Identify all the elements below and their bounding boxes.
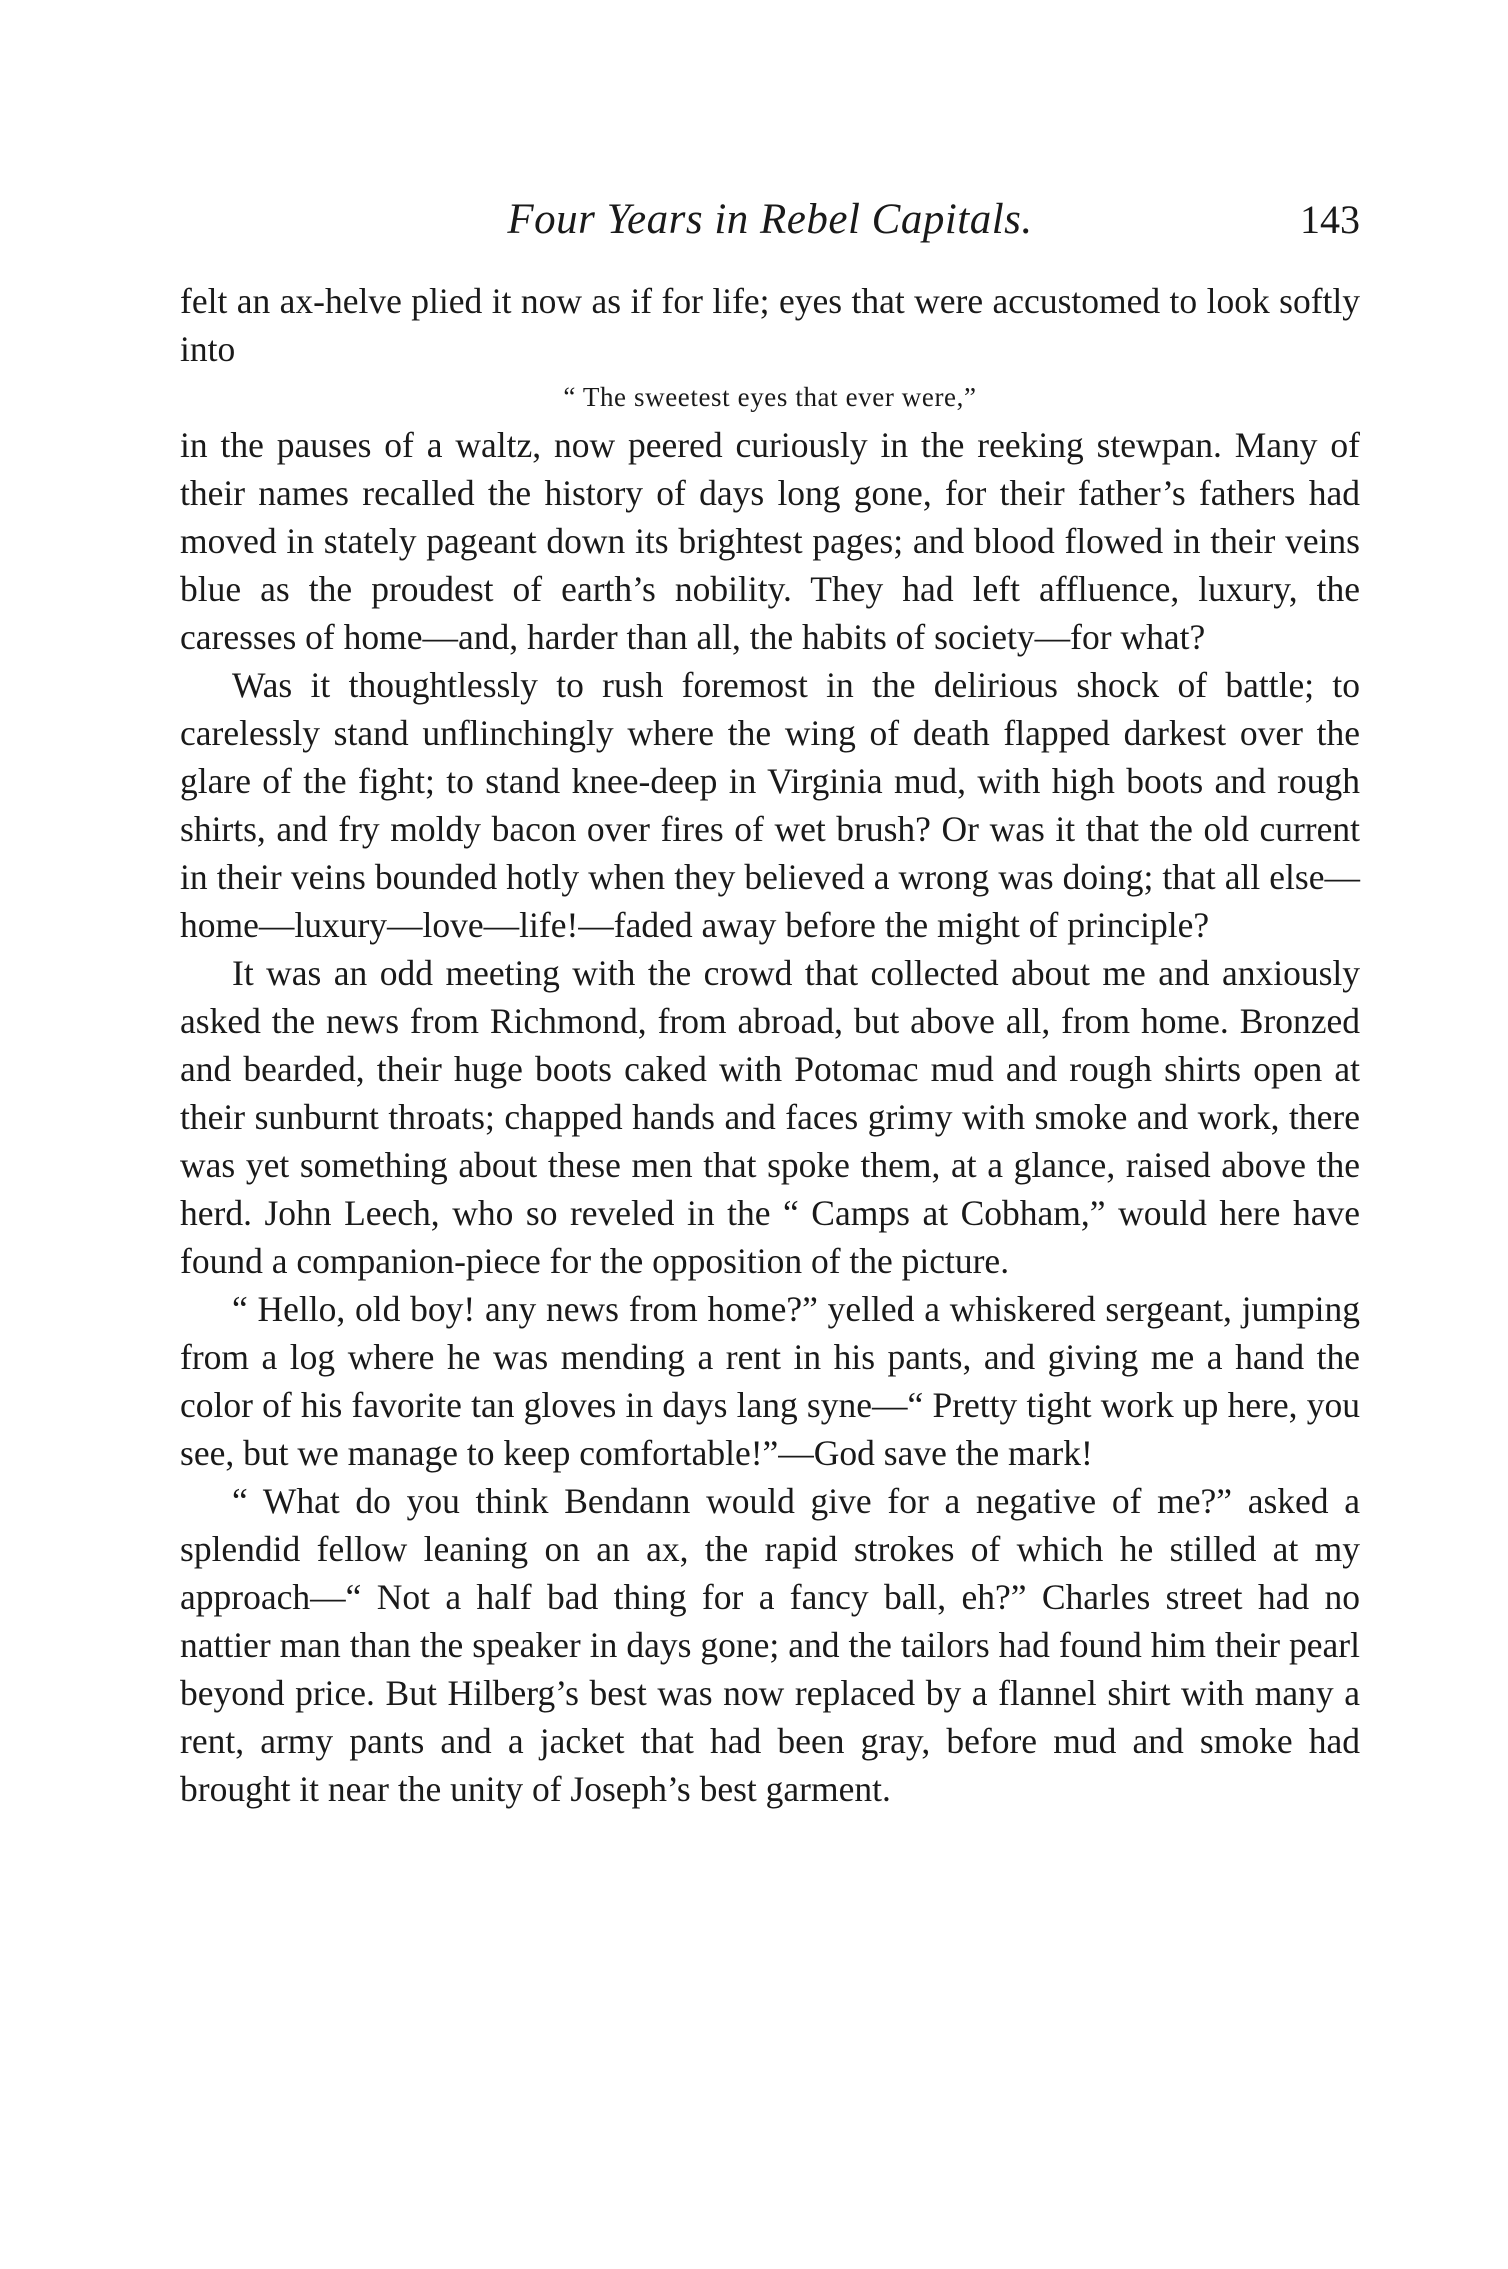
running-head bbox=[180, 190, 1360, 250]
paragraph-continuation: in the pauses of a waltz, now peered curiously in the reeking stewpan. Many of their names recalled the history of days long gone, for their father’s fathers had moved in stately pageant down its brightest pages; and blood flowed in their veins blue as the proudest of earth’s nobility. They had left affluence, luxury, the caresses of home—and, harder than all, the habits of society—for what? bbox=[180, 425, 1360, 657]
paragraph: Was it thoughtlessly to rush foremost in the delirious shock of battle; to carelessly stand unflinchingly where the wing of death flapped darkest over the glare of the fight; to stand knee-deep in Virginia mud, with high boots and rough shirts, and fry moldy bacon over fires of wet brush? Or was it that the old current in their veins bounded hotly when they believed a wrong was doing; that all else—home—luxury—love—life!—faded away before the might of principle? bbox=[180, 665, 1360, 945]
page-number: 143 bbox=[1300, 197, 1360, 242]
paragraph: “ Hello, old boy! any news from home?” yelled a whiskered sergeant, jumping from a log where he was mending a rent in his pants, and giving me a hand the color of his favorite tan gloves in days lang syne—“ Pretty tight work up here, you see, but we manage to keep comfortable!”—God save the mark! bbox=[180, 1289, 1360, 1473]
verse-quotation: “ The sweetest eyes that ever were,” bbox=[563, 382, 977, 412]
paragraph: “ What do you think Bendann would give for a negative of me?” asked a splendid fellow leaning on an ax, the rapid strokes of which he stilled at my approach—“ Not a half bad thing for a fancy ball, eh?” Charles street had no nattier man than the speaker in days gone; and the tailors had found him their pearl beyond price. But Hilberg’s best was now replaced by a flannel shirt with many a rent, army pants and a jacket that had been gray, before mud and smoke had brought it near the unity of Joseph’s best garment. bbox=[180, 1481, 1360, 1809]
paragraph-continued: felt an ax-helve plied it now as if for life; eyes that were accustomed to look softly into bbox=[180, 281, 1360, 369]
running-title: Four Years in Rebel Capitals. bbox=[507, 196, 1033, 243]
body-text bbox=[180, 277, 1360, 1813]
paragraph: It was an odd meeting with the crowd that collected about me and anxiously asked the news from Richmond, from abroad, but above all, from home. Bronzed and bearded, their huge boots caked with Potomac mud and rough shirts open at their sunburnt throats; chapped hands and faces grimy with smoke and work, there was yet something about these men that spoke them, at a glance, raised above the herd. John Leech, who so reveled in the “ Camps at Cobham,” would here have found a companion-piece for the opposition of the picture. bbox=[180, 953, 1360, 1281]
